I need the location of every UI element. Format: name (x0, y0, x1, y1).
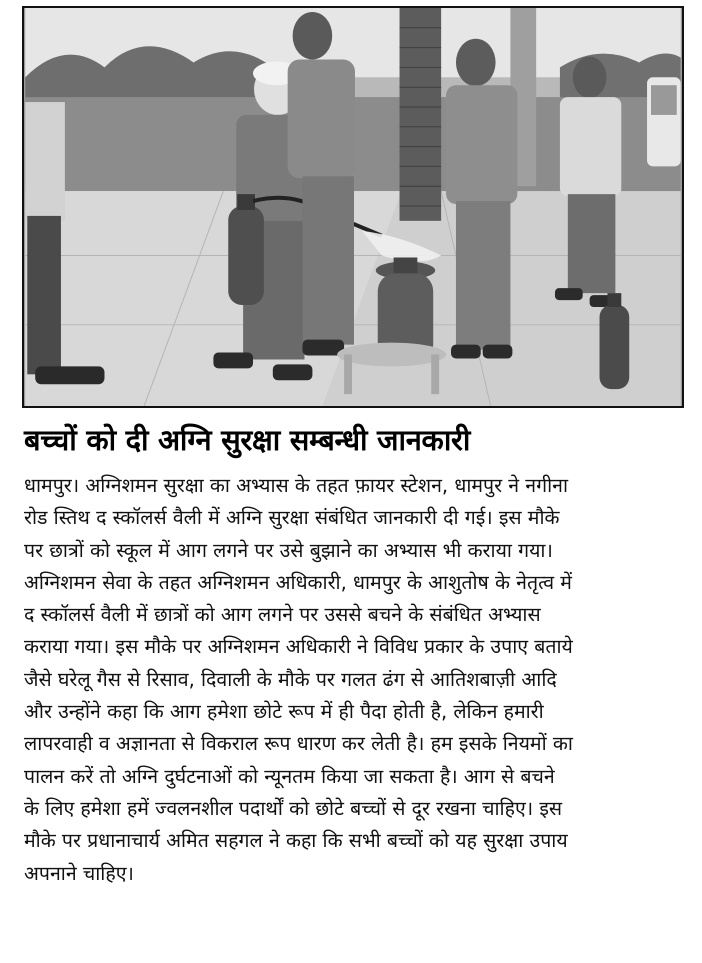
article-line: पालन करें तो अग्नि दुर्घटनाओं को न्यूनतम किया जा सकता है। आग से बचने (24, 764, 555, 788)
article-body (24, 470, 684, 890)
article-line: लापरवाही व अज्ञानता से विकराल रूप धारण कर लेती है। हम इसके नियमों का (24, 732, 573, 756)
fire-drill-photo (24, 8, 682, 406)
article-headline: बच्चों को दी अग्नि सुरक्षा सम्बन्धी जानकारी (24, 423, 471, 457)
article-line: पर छात्रों को स्कूल में आग लगने पर उसे बुझाने का अभ्यास भी कराया गया। (24, 538, 553, 562)
news-photo (22, 6, 684, 408)
article-line: रोड स्तिथ द स्कॉलर्स वैली में अग्नि सुरक्षा संबंधित जानकारी दी गई। इस मौके (24, 506, 560, 530)
article-line: और उन्होंने कहा कि आग हमेशा छोटे रूप में ही पैदा होती है, लेकिन हमारी (24, 700, 544, 724)
article-line: के लिए हमेशा हमें ज्वलनशील पदार्थों को छोटे बच्चों से दूर रखना चाहिए। इस (24, 796, 563, 820)
article-line: द स्कॉलर्स वैली में छात्रों को आग लगने पर उससे बचने के संबंधित अभ्यास (24, 603, 541, 627)
article-line: अग्निशमन सेवा के तहत अग्निशमन अधिकारी, धामपुर के आशुतोष के नेतृत्व में (24, 570, 572, 594)
article-line: अपनाने चाहिए। (24, 861, 134, 885)
article-line: मौके पर प्रधानाचार्य अमित सहगल ने कहा कि सभी बच्चों को यह सुरक्षा उपाय (24, 829, 568, 853)
article-line: धामपुर। अग्निशमन सुरक्षा का अभ्यास के तहत फ़ायर स्टेशन, धामपुर ने नगीना (24, 474, 569, 497)
article-line: जैसे घरेलू गैस से रिसाव, दिवाली के मौके पर गलत ढंग से आतिशबाज़ी आदि (24, 667, 557, 691)
article-line: कराया गया। इस मौके पर अग्निशमन अधिकारी ने विविध प्रकार के उपाए बताये (24, 635, 573, 659)
